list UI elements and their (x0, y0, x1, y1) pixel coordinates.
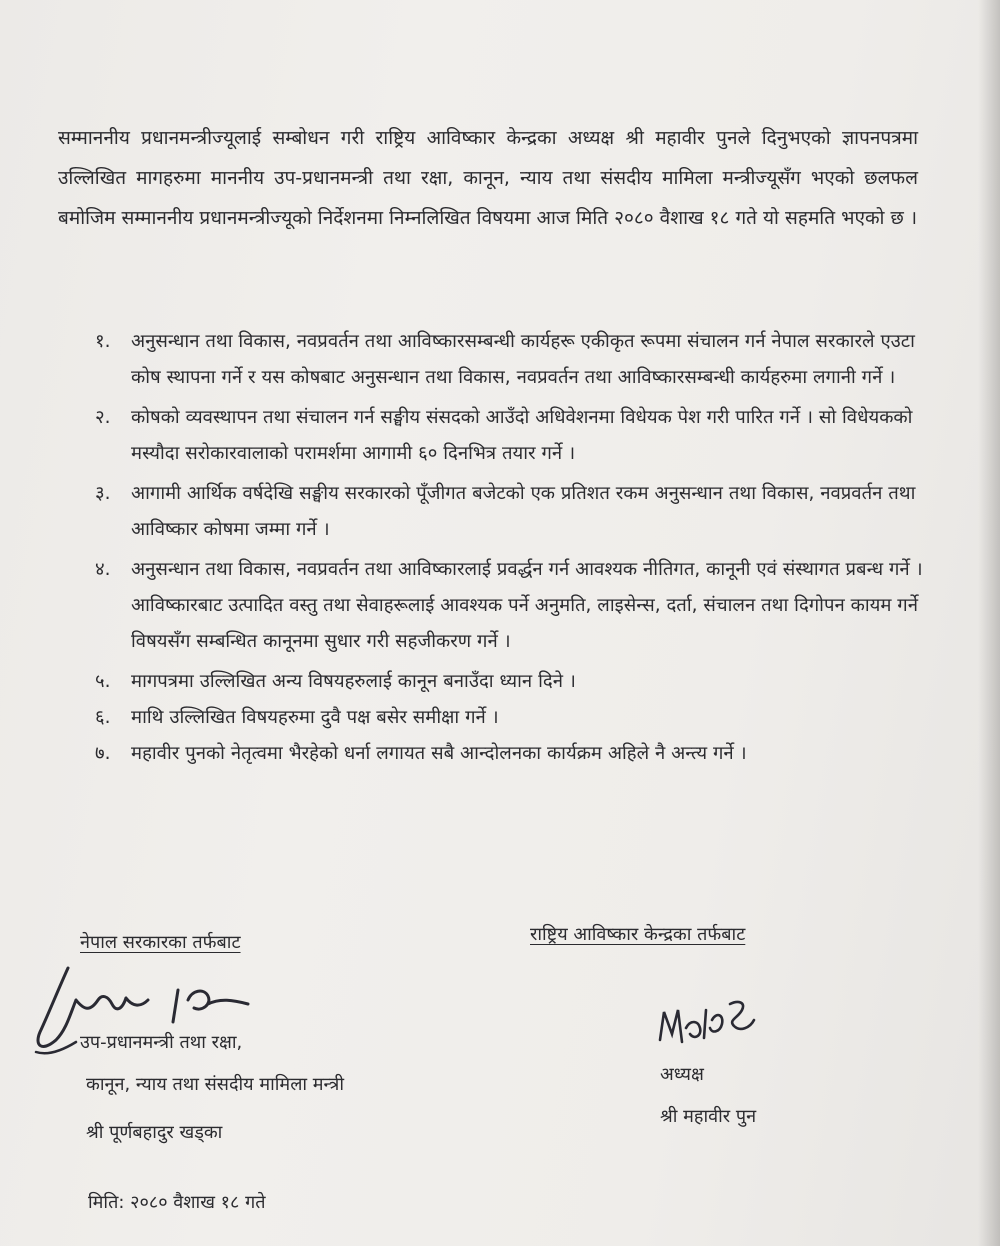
item-number: ५. (95, 671, 111, 692)
item-text: अनुसन्धान तथा विकास, नवप्रवर्तन तथा आविष्कारसम्बन्धी कार्यहरू एकीकृत रूपमा संचालन गर्न नेपाल सरकारले एउटा कोष स्थापना गर्ने र यस कोषबाट अनुसन्धान तथा विकास, नवप्रवर्तन तथा आविष्कारसम्बन्धी कार्यहरुमा लगानी गर्ने । (131, 331, 915, 388)
signatory-title-cont: कानून, न्याय तथा संसदीय मामिला मन्त्री (86, 1074, 344, 1095)
list-item (95, 700, 925, 736)
item-number: ४. (95, 559, 111, 580)
list-item (95, 736, 925, 772)
left-signature-image (28, 960, 268, 1060)
item-number: ७. (95, 743, 111, 764)
item-text: कोषको व्यवस्थापन तथा संचालन गर्न सङ्घीय संसदको आउँदो अधिवेशनमा विधेयक पेश गरी पारित गर्ने । सो विधेयकको मस्यौदा सरोकारवालाको परामर्शमा आगामी ६० दिनभित्र तयार गर्ने । (131, 407, 913, 464)
list-item (95, 552, 925, 660)
list-item (95, 324, 925, 396)
agreement-points (95, 324, 925, 772)
item-text: अनुसन्धान तथा विकास, नवप्रवर्तन तथा आविष्कारलाई प्रवर्द्धन गर्न आवश्यक नीतिगत, कानूनी एवं संस्थागत प्रबन्ध गर्ने । आविष्कारबाट उत्पादित वस्तु तथा सेवाहरूलाई आवश्यक पर्ने अनुमति, लाइसेन्स, दर्ता, संचालन तथा दिगोपन कायम गर्ने विषयसँग सम्बन्धित कानूनमा सुधार गरी सहजीकरण गर्ने । (131, 559, 923, 652)
item-number: २. (95, 407, 111, 428)
document-date: मिति: २०८० वैशाख १८ गते (88, 1192, 266, 1213)
signatory-heading: नेपाल सरकारका तर्फबाट (80, 932, 241, 953)
item-text: मागपत्रमा उल्लिखित अन्य विषयहरुलाई कानून बनाउँदा ध्यान दिने । (131, 671, 576, 692)
list-item (95, 476, 925, 548)
item-text: माथि उल्लिखित विषयहरुमा दुवै पक्ष बसेर समीक्षा गर्ने । (131, 707, 499, 728)
signatory-name: श्री पूर्णबहादुर खड्का (86, 1122, 223, 1143)
signatory-name: श्री महावीर पुन (660, 1106, 757, 1127)
list-item (95, 400, 925, 472)
item-number: ३. (95, 483, 111, 504)
intro-paragraph: सम्माननीय प्रधानमन्त्रीज्यूलाई सम्बोधन गरी राष्ट्रिय आविष्कार केन्द्रका अध्यक्ष श्री महावीर पुनले दिनुभएको ज्ञापनपत्रमा उल्लिखित मागहरुमा माननीय उप-प्रधानमन्त्री तथा रक्षा, कानून, न्याय तथा संसदीय मामिला मन्त्रीज्यूसँग भएको छलफल बमोजिम सम्माननीय प्रधानमन्त्रीज्यूको निर्देशनमा निम्नलिखित विषयमा आज मिति २०८० वैशाख १८ गते यो सहमति भएको छ । (58, 127, 918, 229)
item-number: १. (95, 331, 111, 352)
item-text: महावीर पुनको नेतृत्वमा भैरहेको धर्ना लगायत सबै आन्दोलनका कार्यक्रम अहिले नै अन्त्य गर्ने । (131, 743, 747, 764)
right-signature-image (650, 990, 770, 1060)
signatory-title: अध्यक्ष (660, 1064, 704, 1085)
signatory-heading: राष्ट्रिय आविष्कार केन्द्रका तर्फबाट (530, 924, 746, 945)
item-text: आगामी आर्थिक वर्षदेखि सङ्घीय सरकारको पूँजीगत बजेटको एक प्रतिशत रकम अनुसन्धान तथा विकास, नवप्रवर्तन तथा आविष्कार कोषमा जम्मा गर्ने । (131, 483, 916, 540)
signatory-title: उप-प्रधानमन्त्री तथा रक्षा, (80, 1032, 243, 1053)
list-item (95, 664, 925, 700)
item-number: ६. (95, 707, 111, 728)
